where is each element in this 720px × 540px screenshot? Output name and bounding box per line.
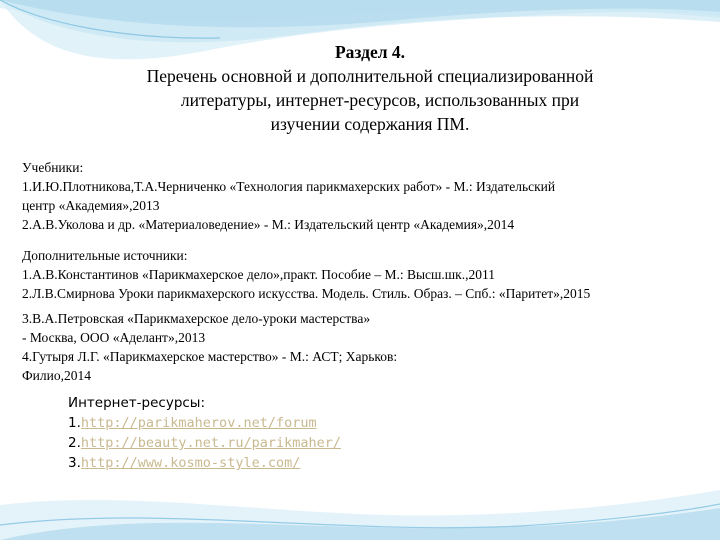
internet-item bbox=[68, 413, 341, 433]
internet-item-number: 1. bbox=[68, 415, 81, 431]
textbooks-block bbox=[22, 158, 555, 234]
title-section: Раздел 4. bbox=[334, 42, 406, 62]
additional-heading: Дополнительные источники: bbox=[22, 248, 188, 263]
additional-sources-continued bbox=[22, 309, 397, 385]
additional-line: - Москва, ООО «Аделант»,2013 bbox=[22, 330, 206, 345]
internet-heading: Интернет-ресурсы: bbox=[68, 395, 206, 411]
internet-link[interactable]: http://beauty.net.ru/parikmaher/ bbox=[80, 435, 341, 451]
slide-title bbox=[60, 40, 680, 136]
textbook-line: 1.И.Ю.Плотникова,Т.А.Черниченко «Технология парикмахерских работ» - М.: Издательский bbox=[22, 179, 556, 194]
additional-line: 3.В.А.Петровская «Парикмахерское дело-уроки мастерства» bbox=[22, 311, 371, 326]
textbook-line: центр «Академия»,2013 bbox=[22, 198, 160, 213]
internet-link[interactable]: http://parikmaherov.net/forum bbox=[80, 415, 317, 431]
internet-item-number: 3. bbox=[68, 455, 81, 471]
additional-line: 1.А.В.Константинов «Парикмахерское дело»,практ. Пособие – М.: Высш.шк.,2011 bbox=[22, 267, 495, 282]
title-line-4: изучении содержания ПМ. bbox=[270, 114, 470, 134]
internet-item-number: 2. bbox=[68, 435, 81, 451]
textbook-line: 2.А.В.Уколова и др. «Материаловедение» - М.: Издательский центр «Академия»,2014 bbox=[22, 217, 515, 232]
internet-link[interactable]: http://www.kosmo-style.com/ bbox=[80, 455, 301, 471]
additional-line: 2.Л.В.Смирнова Уроки парикмахерского искусства. Модель. Стиль. Образ. – Спб.: «Паритет»,2015 bbox=[22, 286, 591, 301]
textbooks-heading: Учебники: bbox=[22, 160, 84, 175]
additional-line: 4.Гутыря Л.Г. «Парикмахерское мастерство» - М.: АСТ; Харьков: bbox=[22, 349, 398, 364]
additional-sources-block bbox=[22, 246, 590, 303]
title-line-3: литературы, интернет-ресурсов, использованных при bbox=[180, 90, 580, 110]
internet-item bbox=[68, 453, 341, 473]
internet-item bbox=[68, 433, 341, 453]
additional-line: Филио,2014 bbox=[22, 368, 91, 383]
internet-resources-block bbox=[68, 393, 341, 473]
title-line-2: Перечень основной и дополнительной специализированной bbox=[146, 66, 594, 86]
